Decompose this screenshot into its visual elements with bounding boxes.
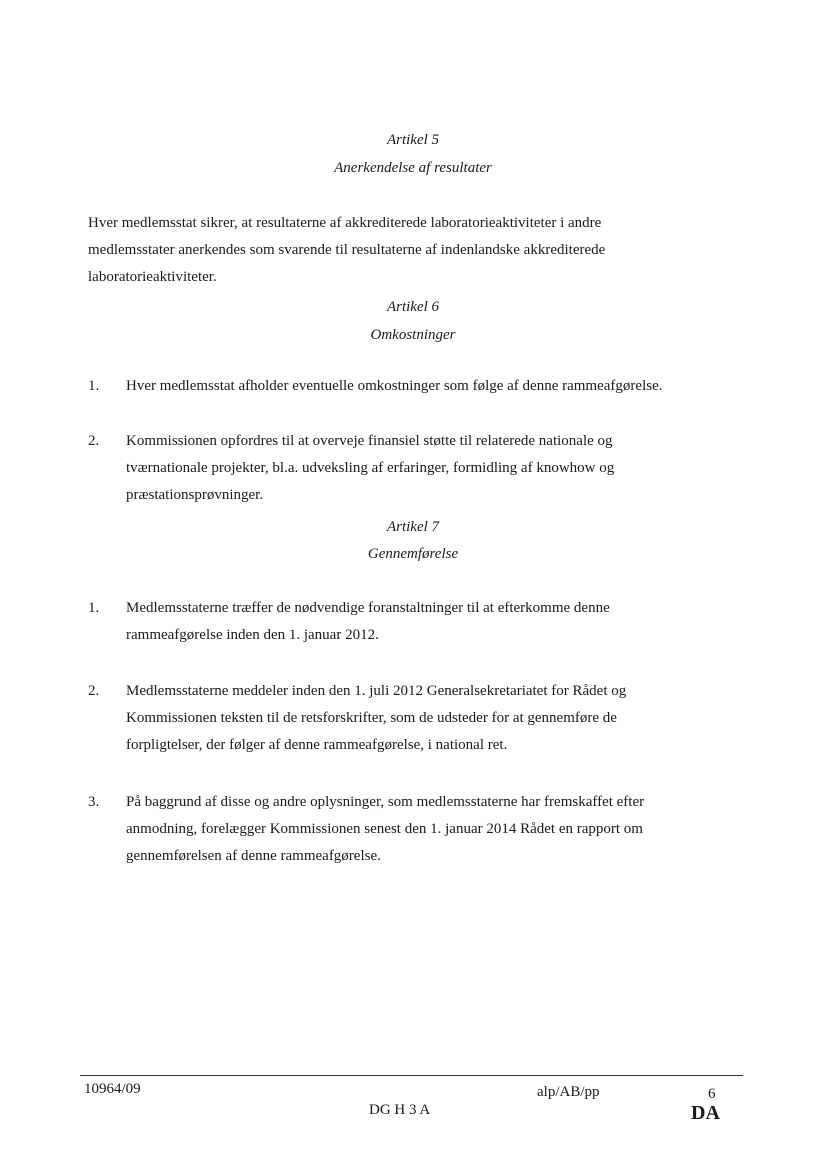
footer-divider [80,1075,743,1076]
article-7-item-2-text: Medlemsstaterne meddeler inden den 1. juli 2012 Generalsekretariatet for Rådet og Kommissionen teksten til de retsforskrifter, som de udsteder for at gennemføre de forpligtelser, der følger af denne rammeafgørelse, i national ret. [126,683,627,753]
article-5-text: Hver medlemsstat sikrer, at resultaterne af akkrediterede laboratorieaktiviteter i andre medlemsstater anerkendes som svarende til resultaterne af indenlandske akkrediterede laboratorieaktiviteter. [88,215,606,285]
article-5-title: Anerkendelse af resultater [334,160,492,176]
language-code: DA [691,1102,720,1124]
article-7-item-3-text: På baggrund af disse og andre oplysninger, som medlemsstaterne har fremskaffet efter anmodning, forelægger Kommissionen senest den 1. januar 2014 Rådet en rapport om gennemførelsen af denne rammeafgørelse. [126,794,645,864]
article-6-heading: Artikel 6 [386,299,440,315]
page-number: 6 [708,1086,716,1102]
author-initials: alp/AB/pp [537,1084,600,1100]
article-7-heading: Artikel 7 [386,519,440,535]
article-6-item-2-number: 2. [88,433,100,449]
document-number: 10964/09 [84,1081,141,1097]
article-6-item-1-number: 1. [88,378,100,394]
article-7-item-1-number: 1. [88,600,100,616]
article-7-item-2-number: 2. [88,683,100,699]
department-code: DG H 3 A [369,1102,431,1118]
article-7-item-1-text: Medlemsstaterne træffer de nødvendige foranstaltninger til at efterkomme denne rammeafgørelse inden den 1. januar 2012. [126,600,610,643]
article-5-heading: Artikel 5 [386,132,440,148]
article-6-title: Omkostninger [370,327,456,343]
article-6-item-2-text: Kommissionen opfordres til at overveje finansiel støtte til relaterede nationale og tværnationale projekter, bl.a. udveksling af erfaringer, formidling af knowhow og præstationsprøvninger. [126,433,615,503]
article-7-item-3-number: 3. [88,794,100,810]
article-7-title: Gennemførelse [367,546,459,562]
article-6-item-1-text: Hver medlemsstat afholder eventuelle omkostninger som følge af denne rammeafgørelse. [126,378,663,394]
